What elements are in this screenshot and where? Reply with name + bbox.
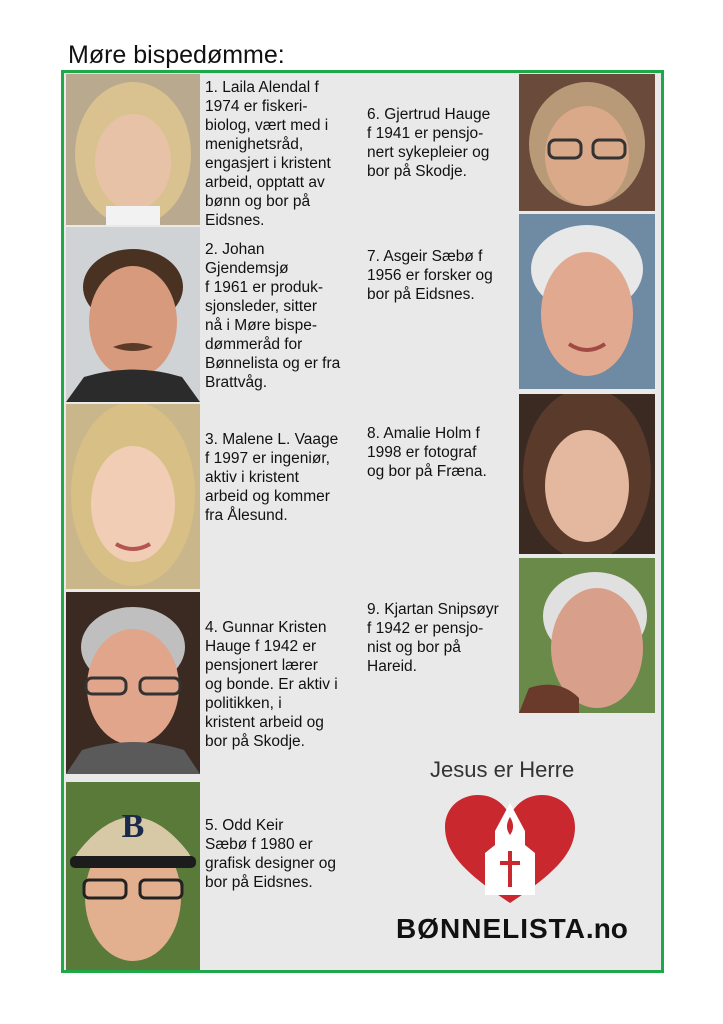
person-caption-5: 5. Odd Keir Sæbø f 1980 er grafisk designer og bor på Eidsnes. [205, 817, 336, 891]
portrait-photo-8 [519, 394, 655, 554]
person-caption-1: 1. Laila Alendal f 1974 er fiskeri- biolog, vært med i menighetsråd, engasjert i kristent arbeid, opptatt av bønn og bor på Eidsnes. [205, 79, 331, 229]
svg-text:B: B [121, 808, 145, 845]
page-title: Møre bispedømme: [68, 41, 285, 69]
person-caption-8: 8. Amalie Holm f 1998 er fotograf og bor på Fræna. [367, 425, 487, 480]
person-caption-3: 3. Malene L. Vaage f 1997 er ingeniør, aktiv i kristent arbeid og kommer fra Ålesund. [205, 431, 339, 524]
brand-tagline: Jesus er Herre [430, 757, 575, 782]
portrait-photo-9 [519, 558, 655, 713]
person-caption-9: 9. Kjartan Snipsøyr f 1942 er pensjo- nist og bor på Hareid. [367, 601, 499, 675]
brand-name-main: BØNNELISTA [396, 913, 586, 944]
person-caption-4: 4. Gunnar Kristen Hauge f 1942 er pensjonert lærer og bonde. Er aktiv i politikken, i kristent arbeid og bor på Skodje. [205, 619, 338, 750]
portrait-photo-1 [66, 74, 200, 225]
portrait-photo-5 [66, 782, 200, 970]
portrait-photo-4 [66, 592, 200, 774]
portrait-photo-7 [519, 214, 655, 389]
portrait-photo-3 [66, 404, 200, 589]
heart-church-icon [445, 795, 575, 905]
person-caption-2: 2. Johan Gjendemsjø f 1961 er produk- sjonsleder, sitter nå i Møre bispe- dømmeråd for Bønnelista og er fra Brattvåg. [205, 241, 341, 391]
person-caption-7: 7. Asgeir Sæbø f 1956 er forsker og bor på Eidsnes. [367, 248, 493, 303]
person-caption-6: 6. Gjertrud Hauge f 1941 er pensjo- nert sykepleier og bor på Skodje. [367, 106, 491, 180]
portrait-photo-2 [66, 227, 200, 402]
brand-name-suffix: .no [585, 913, 628, 944]
portrait-photo-6 [519, 74, 655, 211]
brand-name [396, 913, 628, 945]
